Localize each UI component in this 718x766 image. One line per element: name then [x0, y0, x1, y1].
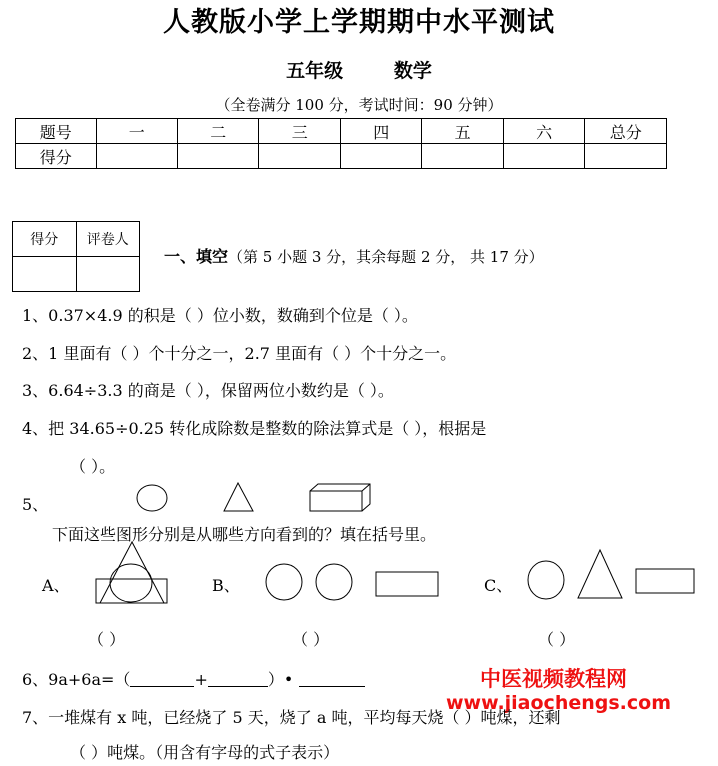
score-cell: 六 [503, 119, 584, 144]
question-4-line1: 4、把 34.65÷0.25 转化成除数是整数的除法算式是（ ），根据是 [22, 419, 487, 438]
score-input-cell[interactable] [503, 144, 584, 169]
score-cell: 三 [259, 119, 340, 144]
question-6 [22, 667, 365, 690]
q6-blank-1[interactable] [130, 670, 194, 687]
score-input-cell[interactable] [96, 144, 177, 169]
score-cell: 四 [340, 119, 421, 144]
exam-note: （全卷满分 100 分，考试时间：90 分钟） [215, 96, 503, 114]
score-table [15, 118, 667, 169]
score-input-cell[interactable] [422, 144, 503, 169]
grade-label: 五年级 [286, 60, 344, 82]
watermark-line1: 中医视频教程网 [480, 667, 627, 691]
q6-blank-2[interactable] [208, 670, 268, 687]
score-input-cell[interactable] [259, 144, 340, 169]
grade-subject [0, 56, 718, 83]
score-input-cell[interactable] [177, 144, 258, 169]
option-c-figure [526, 548, 698, 604]
q6-start: 6、9a+6a=（ [22, 670, 131, 689]
score-row-label: 得分 [16, 144, 97, 169]
option-b-answer[interactable]: （ ） [292, 630, 330, 649]
option-b-label: B、 [212, 576, 240, 595]
q6-plus: + [194, 670, 208, 689]
question-7-line1: 7、一堆煤有 x 吨，已经烧了 5 天，烧了 a 吨，平均每天烧（ ）吨煤，还剩 [22, 708, 561, 727]
page-title: 人教版小学上学期期中水平测试 [163, 7, 555, 38]
q6-blank-3[interactable] [299, 670, 365, 687]
question-5-solid-shapes [128, 480, 378, 516]
grader-box [12, 221, 140, 292]
score-cell: 二 [177, 119, 258, 144]
question-5-number: 5、 [22, 495, 49, 514]
question-4-line2: （ ）。 [70, 457, 116, 476]
grader-score-cell[interactable] [13, 257, 77, 292]
score-input-cell[interactable] [585, 144, 667, 169]
option-a-figure [94, 540, 170, 606]
option-a-label: A、 [42, 576, 70, 595]
grader-name-cell[interactable] [76, 257, 140, 292]
circle-shape [137, 485, 167, 511]
grader-name-label: 评卷人 [76, 222, 140, 257]
section-title: 一、填空 [164, 247, 229, 266]
score-table-header-row [16, 119, 667, 144]
question-3: 3、6.64÷3.3 的商是（ ），保留两位小数约是（ ）。 [22, 381, 394, 400]
score-cell: 总分 [585, 119, 667, 144]
score-table-score-row [16, 144, 667, 169]
section-heading [164, 244, 544, 267]
option-b-figure [264, 562, 444, 604]
cuboid-shape [310, 484, 370, 511]
section-note: （第 5 小题 3 分，其余每题 2 分， 共 17 分） [228, 248, 544, 266]
question-5-instruction: 下面这些图形分别是从哪些方向看到的？填在括号里。 [52, 525, 437, 544]
option-c-label: C、 [484, 576, 513, 595]
score-input-cell[interactable] [340, 144, 421, 169]
triangle-shape [224, 483, 253, 511]
grader-score-label: 得分 [13, 222, 77, 257]
question-7-line2: （ ）吨煤。（用含有字母的式子表示） [70, 743, 340, 762]
option-c-answer[interactable]: （ ） [538, 630, 576, 649]
score-cell: 一 [96, 119, 177, 144]
score-cell: 五 [422, 119, 503, 144]
question-1: 1、0.37×4.9 的积是（ ）位小数，数确到个位是（ ）。 [22, 306, 418, 325]
score-cell: 题号 [16, 119, 97, 144]
question-2: 2、1 里面有（ ）个十分之一，2.7 里面有（ ）个十分之一。 [22, 344, 457, 363]
watermark-line2: www.jiaochengs.com [446, 692, 672, 714]
subject-label: 数学 [393, 60, 432, 82]
q6-close: ）• [267, 670, 294, 689]
option-a-answer[interactable]: （ ） [88, 630, 126, 649]
